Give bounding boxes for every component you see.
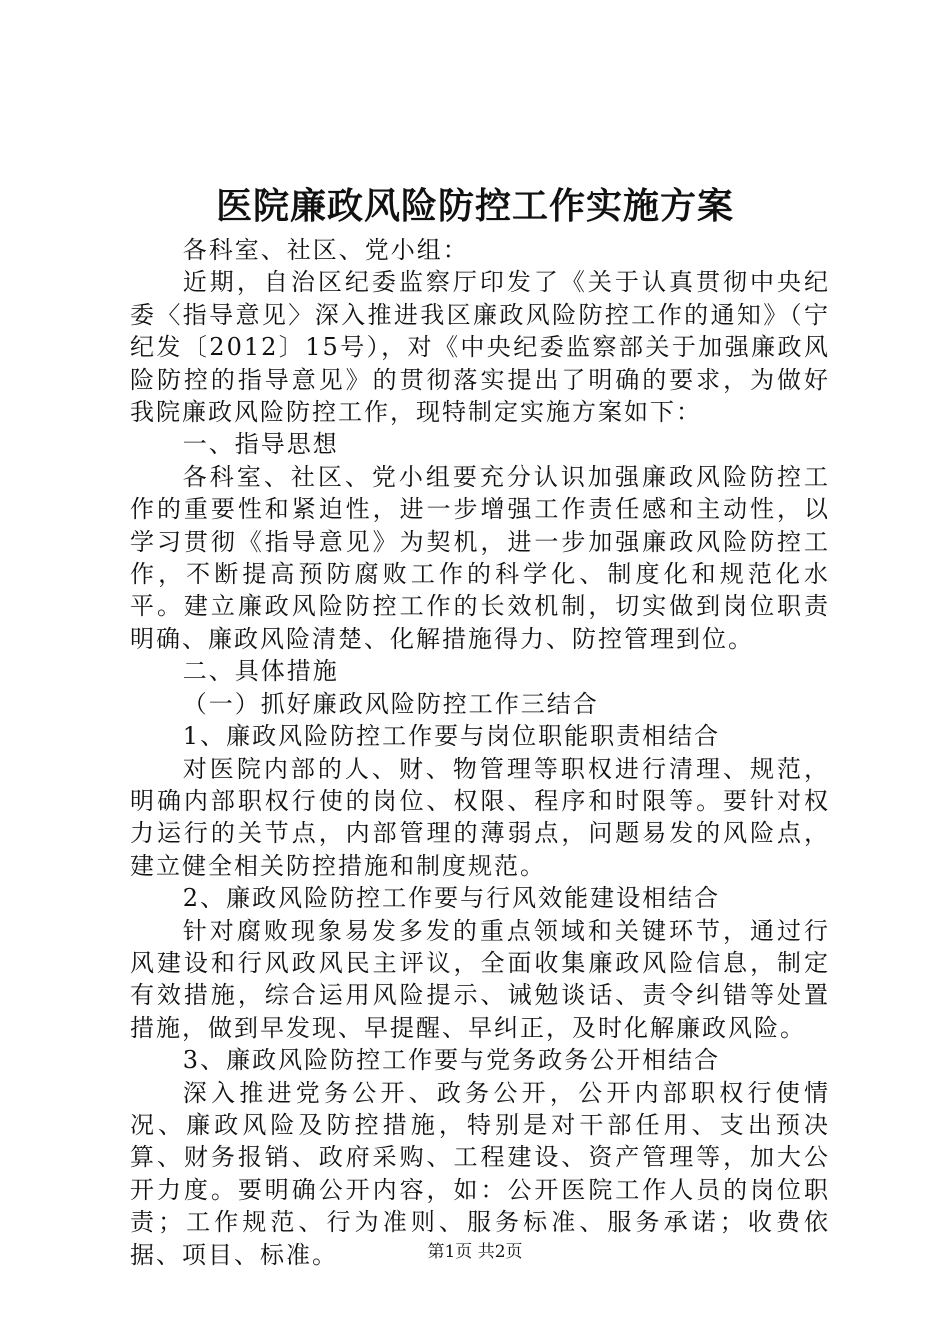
item-heading-3: 3、廉政风险防控工作要与党务政务公开相结合 [182, 1046, 721, 1075]
section-heading-1: 一、指导思想 [182, 430, 339, 459]
document-title: 医院廉政风险防控工作实施方案 [215, 185, 734, 227]
salutation: 各科室、社区、党小组： [182, 236, 469, 264]
item-heading-1: 1、廉政风险防控工作要与岗位职能职责相结合 [182, 722, 721, 751]
document-body [130, 234, 830, 1271]
subsection-heading-1: （一）抓好廉政风险防控工作三结合 [182, 689, 599, 718]
intro-paragraph: 近期，自治区纪委监察厅印发了《关于认真贯彻中央纪委〈指导意见〉深入推进我区廉政风险防控工作的通知》（宁纪发〔2012〕15号），对《中央纪委监察部关于加强廉政风险防控的指导意见》的贯彻落实提出了明确的要求，为做好我院廉政风险防控工作，现特制定实施方案如下： [130, 268, 830, 427]
item-2-paragraph: 针对腐败现象易发多发的重点领域和关键环节，通过行风建设和行风政风民主评议，全面收集廉政风险信息，制定有效措施，综合运用风险提示、诫勉谈话、责令纠错等处置措施，做到早发现、早提醒、早纠正，及时化解廉政风险。 [130, 916, 830, 1042]
section-heading-2: 二、具体措施 [182, 657, 339, 686]
item-heading-2: 2、廉政风险防控工作要与行风效能建设相结合 [182, 884, 721, 913]
item-3-paragraph: 深入推进党务公开、政务公开，公开内部职权行使情况、廉政风险及防控措施，特别是对干部任用、支出预决算、财务报销、政府采购、工程建设、资产管理等，加大公开力度。要明确公开内容，如：公开医院工作人员的岗位职责；工作规范、行为准则、服务标准、服务承诺；收费依据、项目、标准。 [130, 1078, 830, 1269]
page-number-footer: 第1页 共2页 [427, 1242, 523, 1262]
section-1-paragraph: 各科室、社区、党小组要充分认识加强廉政风险防控工作的重要性和紧迫性，进一步增强工作责任感和主动性，以学习贯彻《指导意见》为契机，进一步加强廉政风险防控工作，不断提高预防腐败工作的科学化、制度化和规范化水平。建立廉政风险防控工作的长效机制，切实做到岗位职责明确、廉政风险清楚、化解措施得力、防控管理到位。 [130, 462, 830, 653]
item-1-paragraph: 对医院内部的人、财、物管理等职权进行清理、规范，明确内部职权行使的岗位、权限、程序和时限等。要针对权力运行的关节点，内部管理的薄弱点，问题易发的风险点，建立健全相关防控措施和制度规范。 [130, 754, 830, 880]
